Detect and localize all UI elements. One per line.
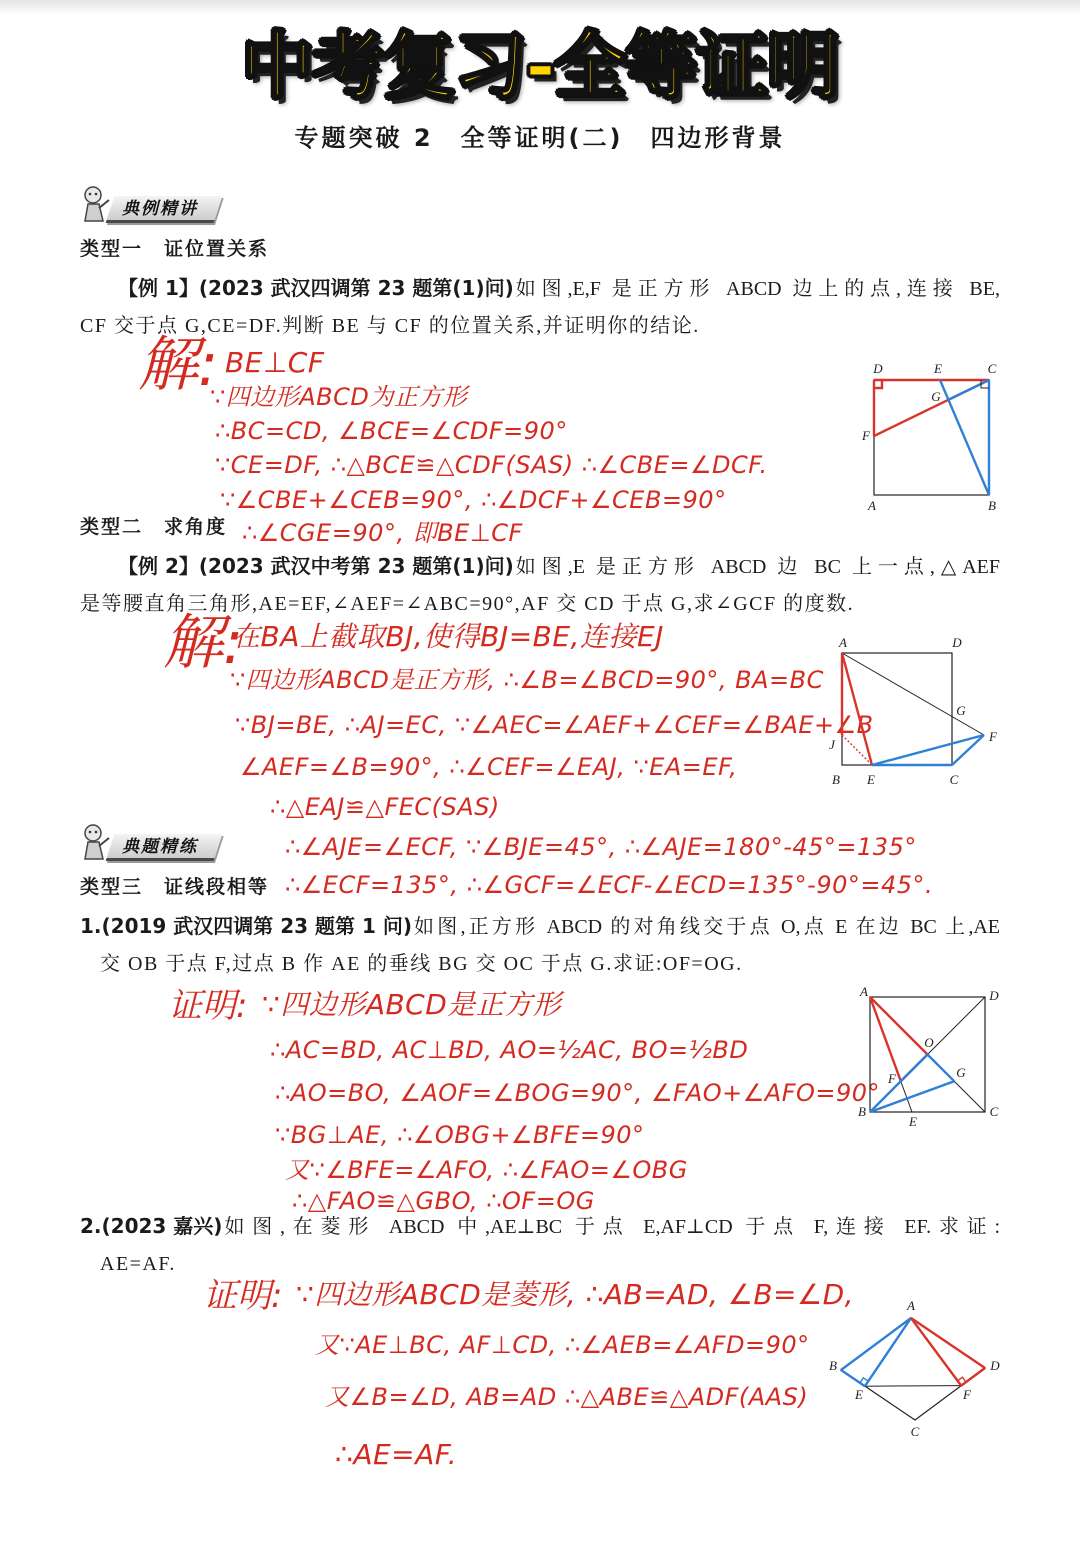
- mascot-eye: [89, 193, 92, 196]
- fig1-label-A: A: [868, 498, 876, 513]
- fig4-blue-triangle: [841, 1318, 911, 1386]
- fig4-label-F: F: [963, 1387, 971, 1402]
- fig2-red-AE: [842, 653, 872, 765]
- fig3-blue-OG: [928, 1055, 955, 1082]
- p1-tag: 1.: [80, 914, 102, 938]
- fig4-label-A: A: [907, 1298, 915, 1313]
- fig1-label-C: C: [987, 361, 997, 376]
- ex1-hand-prefix: 解:: [138, 330, 219, 400]
- ex2-line-2: 是等腰直角三角形,AE=EF,∠AEF=∠ABC=90°,AF 交 CD 于点 G,求∠GCF 的度数.: [80, 593, 855, 615]
- fig3-label-A: A: [860, 985, 868, 999]
- p2-line-1: [80, 1213, 1000, 1240]
- ex2-hand-line: 在BA上截取BJ,使得BJ=BE,连接EJ: [232, 620, 664, 653]
- fig2-label-B: B: [832, 772, 840, 787]
- fig4-label-E: E: [855, 1387, 863, 1402]
- fig4-label-C: C: [910, 1424, 920, 1439]
- top-shadow: [0, 0, 1080, 14]
- figure-1: [858, 358, 1003, 518]
- fig1-label-G: G: [931, 389, 941, 404]
- fig3-label-G: G: [956, 1065, 966, 1080]
- mascot-eye: [95, 831, 98, 834]
- p2-hand-line: 又∠B=∠D, AB=AD ∴△ABE≌△ADF(AAS): [325, 1383, 809, 1411]
- fig1-blue-BE: [940, 380, 989, 495]
- fig2-label-J: J: [829, 737, 835, 752]
- ex2-hand-line: ∵BJ=BE, ∴AJ=EC, ∵∠AEC=∠AEF+∠CEF=∠BAE+∠B: [235, 711, 874, 739]
- fig2-blue-triangle: [872, 735, 984, 765]
- p1-hand-line: ∴AC=BD, AC⊥BD, AO=½AC, BO=½BD: [270, 1036, 749, 1064]
- fig4-blue-AE: [865, 1318, 911, 1386]
- ex1-hand-line: ∴BC=CD, ∠BCE=∠CDF=90°: [215, 417, 568, 445]
- p1-text-1: 如图,正方形 ABCD 的对角线交于点 O,点 E 在边 BC 上,AE: [414, 916, 1000, 938]
- fig4-blue-BE: [841, 1370, 865, 1386]
- fig2-label-E: E: [867, 772, 875, 787]
- fig1-label-E: E: [934, 361, 942, 376]
- fig3-label-O: O: [924, 1035, 934, 1050]
- fig3-blue-triangle: [870, 1055, 954, 1113]
- mascot-arm: [99, 200, 109, 208]
- ex1-hand-line: ∵四边形ABCD为正方形: [210, 383, 468, 411]
- fig3-label-B: B: [858, 1104, 866, 1119]
- fig4-label-D: D: [990, 1358, 1000, 1373]
- ex2-hand-line: ∵四边形ABCD是正方形, ∴∠B=∠BCD=90°, BA=BC: [230, 666, 824, 694]
- p1-hand-line: 又∵∠BFE=∠AFO, ∴∠FAO=∠OBG: [285, 1156, 688, 1184]
- mascot-arm: [99, 838, 109, 846]
- mascot-head: [85, 825, 101, 841]
- fig1-blue-triangle: [940, 380, 989, 495]
- badge-practice: [78, 830, 228, 864]
- p1-source: (2019 武汉四调第 23 题第 1 问): [101, 914, 413, 938]
- fig1-label-F: F: [862, 428, 870, 443]
- badge-examples: [78, 192, 228, 226]
- fig3-blue-BO: [870, 1055, 928, 1113]
- fig1-blue-GC: [948, 380, 989, 400]
- p2-tag: 2.: [80, 1214, 102, 1238]
- fig2-label-C: C: [949, 772, 959, 787]
- p2-source: (2023 嘉兴): [101, 1214, 223, 1238]
- mascot-eye: [89, 831, 92, 834]
- ex2-hand-prefix: 解:: [163, 608, 244, 678]
- type-heading-2: 类型二 求角度: [80, 516, 228, 538]
- page-subtitle: 专题突破 2 全等证明(二) 四边形背景: [294, 124, 786, 152]
- type-heading-1: 类型一 证位置关系: [80, 238, 270, 260]
- fig3-blue-BG: [870, 1081, 954, 1112]
- ex2-hand-line: ∴△EAJ≌△FEC(SAS): [270, 793, 500, 821]
- figure-2: [822, 635, 1007, 795]
- fig4-red-AF: [911, 1318, 961, 1386]
- fig4-line-EF: [865, 1386, 961, 1387]
- fig4-rhombus: [841, 1318, 985, 1420]
- fig3-label-C: C: [989, 1104, 999, 1119]
- p2-hand-line: 又∵AE⊥BC, AF⊥CD, ∴∠AEB=∠AFD=90°: [315, 1331, 810, 1359]
- ex1-text-1: 如图,E,F 是正方形 ABCD 边上的点,连接 BE,: [515, 278, 1000, 300]
- fig3-label-F: F: [888, 1071, 896, 1086]
- p1-hand-line: ∴△FAO≌△GBO, ∴OF=OG: [292, 1187, 595, 1215]
- page-title: 中考复习-全等证明: [241, 24, 839, 108]
- figure-4: [825, 1298, 1005, 1440]
- p1-hand-prefix: 证明:: [168, 986, 248, 1026]
- fig1-right-angle-D: [874, 380, 882, 388]
- type-heading-3: 类型三 证线段相等: [80, 876, 270, 898]
- fig3-red-AO: [870, 997, 928, 1055]
- p2-hand-line: ∴AE=AF.: [335, 1438, 458, 1471]
- p2-hand-line: ∵四边形ABCD是菱形, ∴AB=AD, ∠B=∠D,: [296, 1278, 855, 1311]
- p2-hand-prefix: 证明:: [203, 1276, 283, 1316]
- fig2-label-D: D: [952, 635, 962, 650]
- ex2-hand-line: ∴∠ECF=135°, ∴∠GCF=∠ECF-∠ECD=135°-90°=45°.: [285, 871, 934, 899]
- ex2-source: (2023 武汉中考第 23 题第(1)问): [198, 554, 514, 578]
- fig4-label-B: B: [829, 1358, 837, 1373]
- ex1-tag: 【例 1】: [118, 276, 199, 300]
- mascot-eye: [95, 193, 98, 196]
- ex1-hand-line: ∴∠CGE=90°, 即BE⊥CF: [242, 519, 523, 547]
- fig2-label-F: F: [989, 729, 997, 744]
- ex2-text-1: 如图,E 是正方形 ABCD 边 BC 上一点,△AEF: [515, 556, 1000, 578]
- badge-label: 典题精练: [122, 837, 198, 857]
- ex2-hand-line: ∴∠AJE=∠ECF, ∵∠BJE=45°, ∴∠AJE=180°-45°=135°: [285, 833, 917, 861]
- fig3-label-E: E: [909, 1114, 917, 1129]
- fig2-label-A: A: [839, 635, 847, 650]
- fig2-line-AF: [842, 653, 984, 735]
- fig2-label-G: G: [956, 703, 966, 718]
- p1-hand-line: ∵四边形ABCD是正方形: [262, 988, 562, 1021]
- fig4-red-AD: [911, 1318, 985, 1368]
- badge-label: 典例精讲: [122, 199, 198, 219]
- fig1-label-D: D: [873, 361, 883, 376]
- fig4-red-triangle: [911, 1318, 985, 1386]
- fig1-label-B: B: [988, 498, 996, 513]
- ex2-tag: 【例 2】: [118, 554, 199, 578]
- fig4-red-FD: [961, 1368, 985, 1386]
- p1-line-2: 交 OB 于点 F,过点 B 作 AE 的垂线 BG 交 OC 于点 G.求证:OF=OG.: [100, 953, 743, 975]
- ex1-hand-line: ∵∠CBE+∠CEB=90°, ∴∠DCF+∠CEB=90°: [220, 486, 727, 514]
- fig2-red-triangle: [842, 653, 872, 765]
- p1-line-1: [80, 913, 1000, 940]
- ex1-line-2: CF 交于点 G,CE=DF.判断 BE 与 CF 的位置关系,并证明你的结论.: [80, 315, 700, 337]
- fig3-red-AF: [870, 997, 901, 1081]
- ex1-hand-line: ∵CE=DF, ∴△BCE≌△CDF(SAS) ∴∠CBE=∠DCF.: [215, 451, 768, 479]
- fig4-blue-AB: [841, 1318, 911, 1370]
- p1-hand-line: ∵BG⊥AE, ∴∠OBG+∠BFE=90°: [275, 1121, 645, 1149]
- fig3-red-triangle: [870, 997, 928, 1081]
- p2-line-2: AE=AF.: [100, 1253, 176, 1275]
- p2-text-1: 如图,在菱形 ABCD 中,AE⊥BC 于点 E,AF⊥CD 于点 F,连接 EF.求证:: [224, 1216, 1000, 1238]
- ex2-line-1: [118, 553, 1000, 580]
- figure-3: [852, 985, 1002, 1130]
- mascot-head: [85, 187, 101, 203]
- ex1-hand-line: BE⊥CF: [225, 346, 325, 379]
- ex1-source: (2023 武汉四调第 23 题第(1)问): [198, 276, 514, 300]
- ex2-hand-line: ∠AEF=∠B=90°, ∴∠CEF=∠EAJ, ∵EA=EF,: [240, 753, 738, 781]
- fig3-label-D: D: [989, 988, 999, 1003]
- ex1-line-1: [118, 275, 1000, 302]
- p1-hand-line: ∴AO=BO, ∠AOF=∠BOG=90°, ∠FAO+∠AFO=90°: [275, 1079, 881, 1107]
